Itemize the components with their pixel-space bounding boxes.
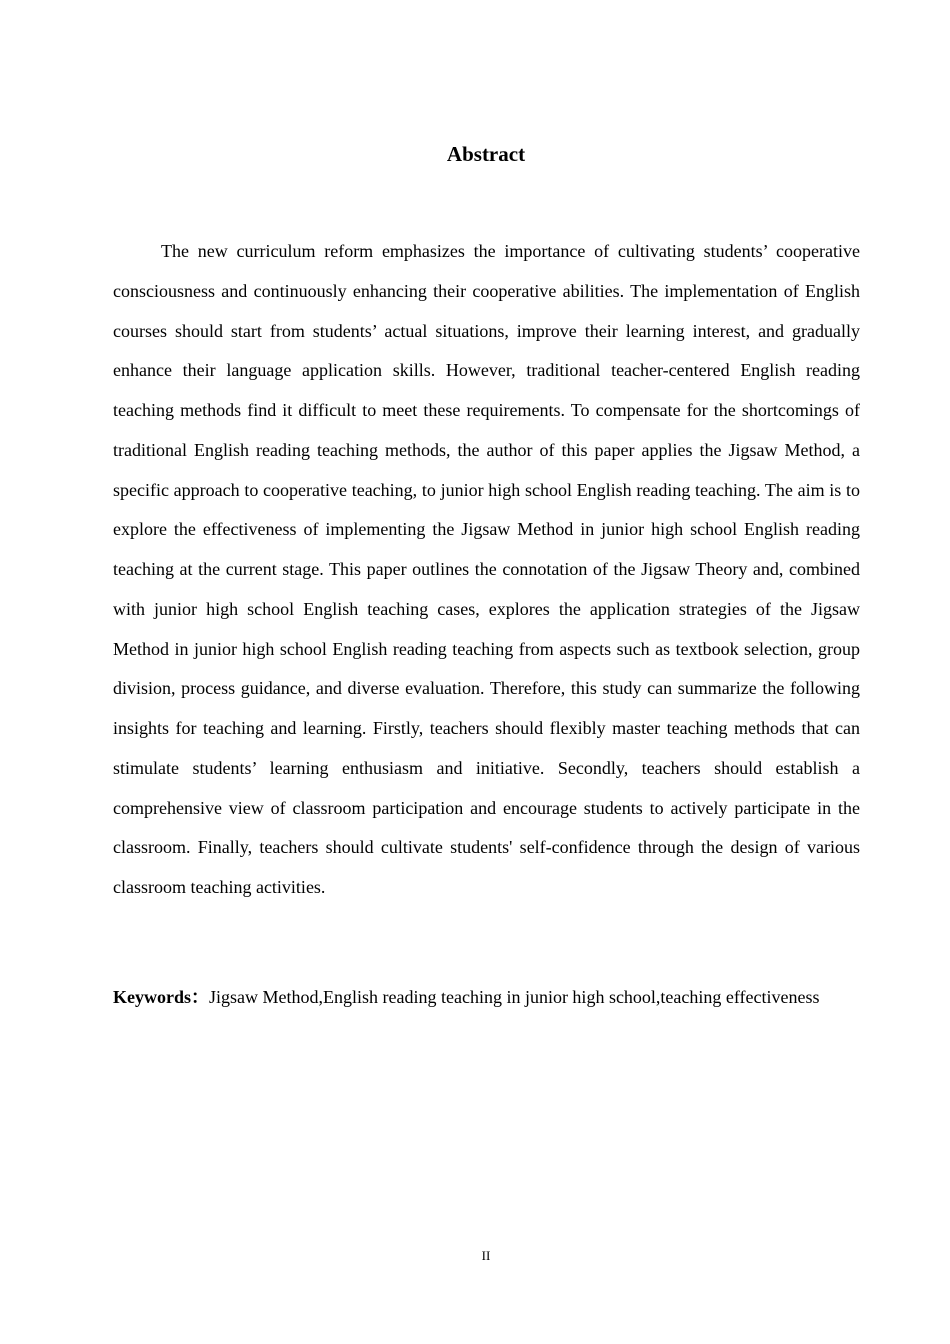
keywords-text: Jigsaw Method,English reading teaching in junior high school,teaching effectiveness [209, 987, 820, 1007]
keywords-line [113, 982, 873, 1012]
keywords-label: Keywords： [113, 987, 209, 1007]
abstract-title: Abstract [446, 142, 526, 166]
page-number: II [481, 1248, 491, 1263]
abstract-body: The new curriculum reform emphasizes the importance of cultivating students’ cooperative consciousness and continuously enhancing their cooperative abilities. The implementation of English courses should start from students’ actual situations, improve their learning interest, and gradually enhance their language application skills. However, traditional teacher-centered English reading teaching methods find it difficult to meet these requirements. To compensate for the shortcomings of traditional English reading teaching methods, the author of this paper applies the Jigsaw Method, a specific approach to cooperative teaching, to junior high school English reading teaching. The aim is to explore the effectiveness of implementing the Jigsaw Method in junior high school English reading teaching at the current stage. This paper outlines the connotation of the Jigsaw Theory and, combined with junior high school English teaching cases, explores the application strategies of the Jigsaw Method in junior high school English reading teaching from aspects such as textbook selection, group division, process guidance, and diverse evaluation. Therefore, this study can summarize the following insights for teaching and learning. Firstly, teachers should flexibly master teaching methods that can stimulate students’ learning enthusiasm and initiative. Secondly, teachers should establish a comprehensive view of classroom participation and encourage students to actively participate in the classroom. Finally, teachers should cultivate students' self-confidence through the design of various classroom teaching activities. [113, 241, 860, 897]
